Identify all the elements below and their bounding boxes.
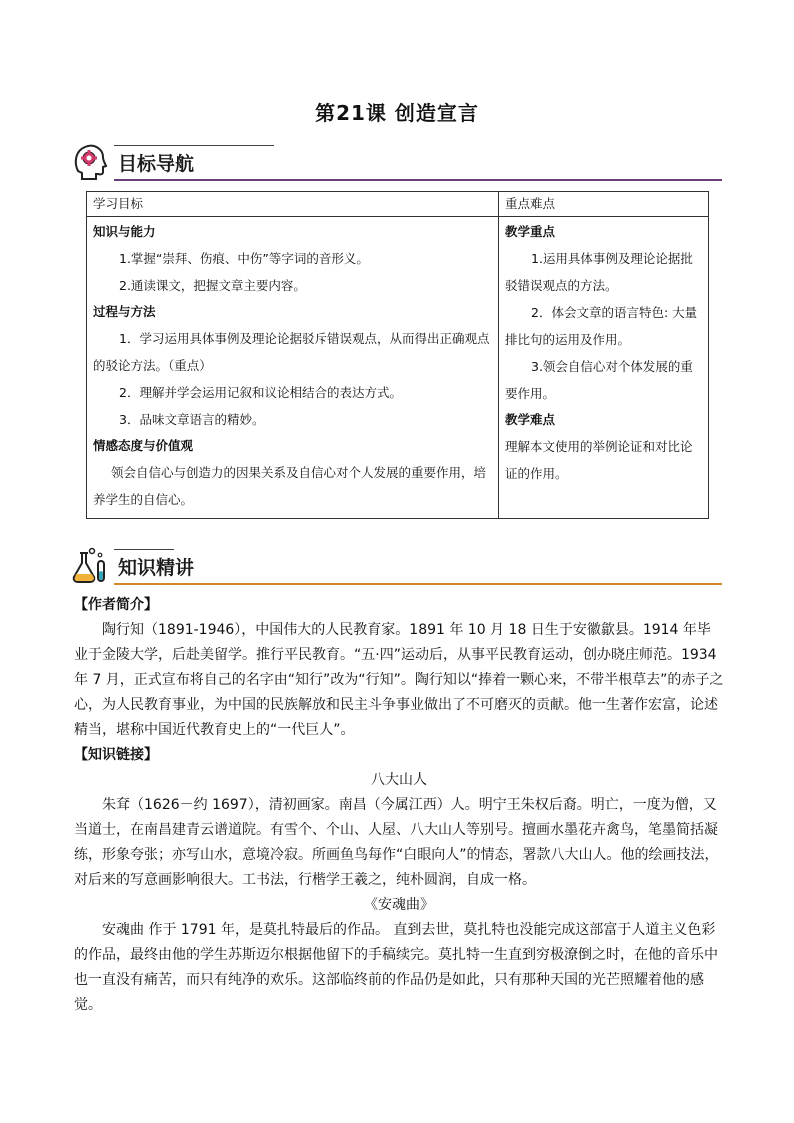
goal-item: 1．学习运用具体事例及理论论据驳斥错误观点，从而得出正确观点的驳论方法。（重点） [93, 331, 490, 373]
bada-shanren-text: 朱耷（1626－约 1697），清初画家。南昌（今属江西）人。明宁王朱权后裔。明亡，一度为僧，又当道士，在南昌建青云谱道院。有雪个、个山、人屋、八大山人等别号。擅画水墨花卉禽鸟，笔墨简括凝练，形象夸张；亦写山水，意境冷寂。所画鱼鸟每作“白眼向人”的情态，署款八大山人。他的绘画技法，对后来的写意画影响很大。工书法，行楷学王羲之，纯朴圆润，自成一格。 [74, 797, 719, 888]
goal-item: 领会自信心与创造力的因果关系及自信心对个人发展的重要作用，培养学生的自信心。 [93, 465, 487, 507]
emotion-values-title: 情感态度与价值观 [93, 438, 194, 453]
keypoint-item: 3.领会自信心对个体发展的重要作用。 [505, 359, 693, 401]
goals-heading-label: 目标导航 [118, 153, 195, 175]
requiem-text: 安魂曲 作于 1791 年，是莫扎特最后的作品。 直到去世，莫扎特也没能完成这部富于人道主义色彩的作品，最终由他的学生苏斯迈尔根据他留下的手稿续完。莫扎特一生直到穷极潦倒之时，在他的音乐中也一直没有痛苦，而只有纯净的欢乐。这部临终前的作品仍是如此，只有那种天国的光芒照耀着他的感觉。 [74, 922, 718, 1013]
teaching-difficulty-title: 教学难点 [505, 412, 556, 427]
heading-underline [114, 583, 722, 585]
goals-cell [87, 217, 499, 519]
keypoint-item: 理解本文使用的举例论证和对比论证的作用。 [505, 439, 693, 481]
page-title: 第21课 创造宣言 [315, 101, 479, 125]
requiem-title: 《安魂曲》 [364, 897, 434, 913]
keypoints-cell [499, 217, 709, 519]
lab-flask-icon [70, 545, 110, 585]
teaching-focus-title: 教学重点 [505, 224, 556, 239]
goal-item: 3．品味文章语言的精妙。 [119, 412, 265, 427]
heading-underline [114, 179, 722, 181]
process-method-title: 过程与方法 [93, 304, 156, 319]
keypoint-item: 1.运用具体事例及理论论据批驳错误观点的方法。 [505, 251, 693, 293]
author-intro-text: 陶行知（1891-1946），中国伟大的人民教育家。1891 年 10 月 18 日生于安徽歙县。1914 年毕业于金陵大学，后赴美留学。推行平民教育。“五·四”运动后，从事平民教育运动，创办晓庄师范。1934 年 7 月，正式宣布将自己的名字由“知行”改为“行知”。陶行知以“捧着一颗心来，不带半根草去”的赤子之心，为人民教育事业，为中国的民族解放和民主斗争事业做出了不可磨灭的贡献。他一生著作宏富，论述精当，堪称中国近代教育史上的“一代巨人”。 [74, 622, 724, 738]
heading-top-rule [114, 145, 274, 146]
knowledge-body [74, 593, 724, 1018]
author-intro-heading: 【作者简介】 [74, 597, 158, 613]
knowledge-link-heading: 【知识链接】 [74, 747, 158, 763]
bada-shanren-title: 八大山人 [371, 772, 427, 788]
keypoint-item: 2．体会文章的语言特色: 大量排比句的运用及作用。 [505, 305, 698, 347]
knowledge-heading-label: 知识精讲 [118, 557, 195, 579]
goal-item: 2.通读课文，把握文章主要内容。 [119, 278, 306, 293]
knowledge-ability-title: 知识与能力 [93, 224, 156, 239]
goal-item: 1.掌握“崇拜、伤痕、中伤”等字词的音形义。 [119, 251, 369, 266]
knowledge-section-heading [70, 545, 722, 585]
heading-top-rule [114, 549, 174, 550]
goals-table [86, 191, 709, 519]
col-header-keypoints: 重点难点 [499, 192, 709, 217]
goals-section-heading [70, 141, 722, 181]
brain-head-icon [70, 141, 110, 181]
col-header-goals: 学习目标 [87, 192, 499, 217]
goal-item: 2．理解并学会运用记叙和议论相结合的表达方式。 [119, 385, 402, 400]
